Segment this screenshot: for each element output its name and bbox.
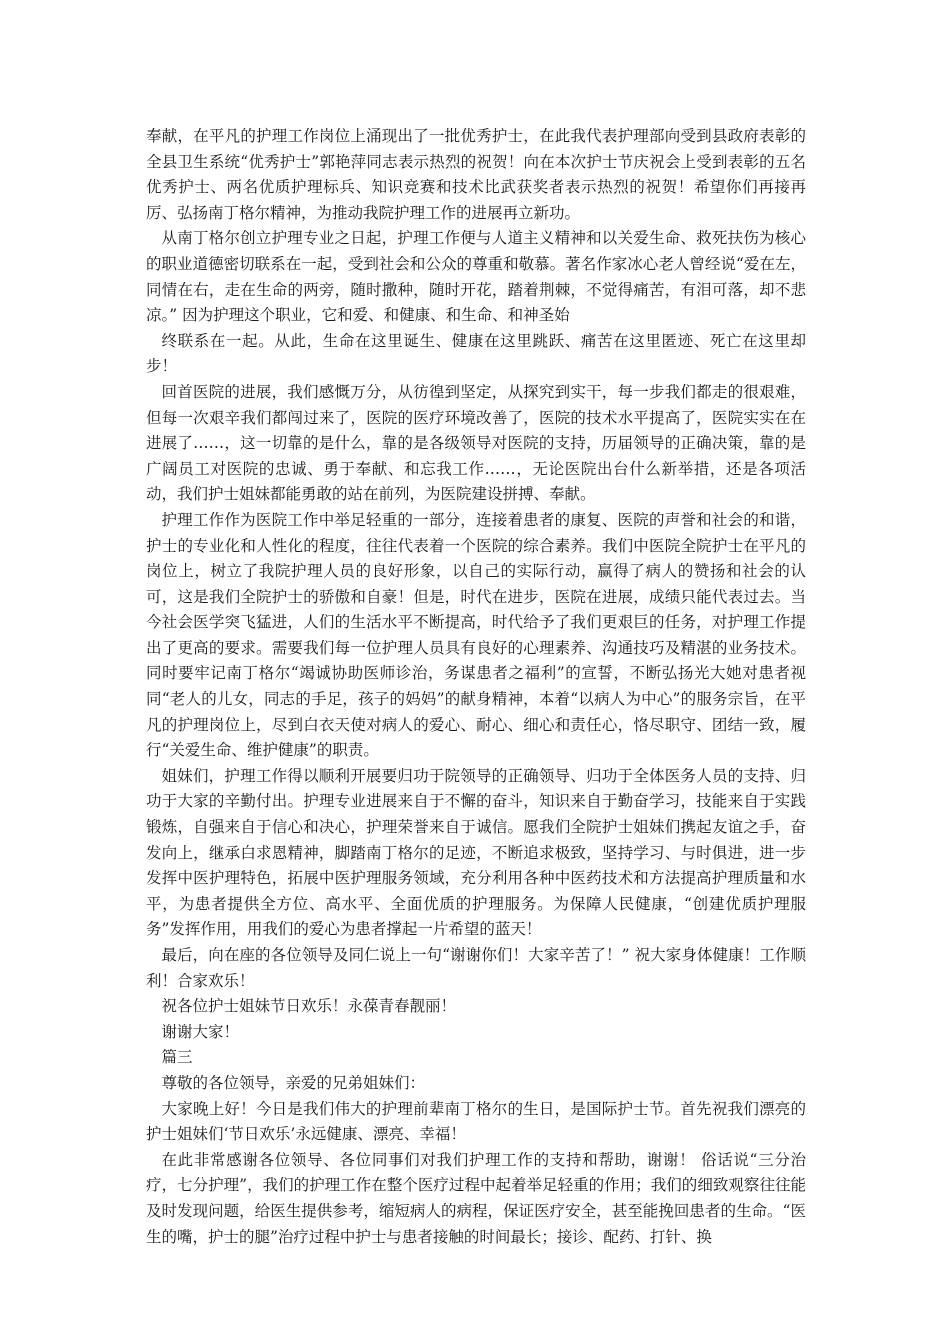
paragraph: 祝各位护士姐妹节日欢乐！永葆青春靓丽！ [161, 997, 457, 1016]
document-body [146, 124, 806, 1250]
paragraph: 奉献，在平凡的护理工作岗位上涌现出了一批优秀护士，在此我代表护理部向受到县政府表彰的全县卫生系统“优秀护士”郭艳萍同志表示热烈的祝贺！向在本次护士节庆祝会上受到表彰的五名优秀护士、两名优质护理标兵、知识竞赛和技术比武获奖者表示热烈的祝贺！希望你们再接再厉、弘扬南丁格尔精神，为推动我院护理工作的进展再立新功。 [146, 127, 806, 222]
paragraph: 最后，向在座的各位领导及同仁说上一句“谢谢你们！大家辛苦了！” 祝大家身体健康！工作顺利！合家欢乐！ [146, 946, 806, 990]
paragraph: 护理工作作为医院工作中举足轻重的一部分，连接着患者的康复、医院的声誉和社会的和谐，护士的专业化和人性化的程度，往往代表着一个医院的综合素养。我们中医院全院护士在平凡的岗位上，树立了我院护理人员的良好形象，以自己的实际行动，赢得了病人的赞扬和社会的认可，这是我们全院护士的骄傲和自豪！但是，时代在进步，医院在进展，成绩只能代表过去。当今社会医学突飞猛进，人们的生活水平不断提高，时代给予了我们更艰巨的任务，对护理工作提出了更高的要求。需要我们每一位护理人员具有良好的心理素养、沟通技巧及精湛的业务技术。同时要牢记南丁格尔“竭诚协助医师诊治，务谋患者之福利”的宣誓，不断弘扬光大她对患者视同“老人的儿女，同志的手足，孩子的妈妈”的献身精神，本着“以病人为中心”的服务宗旨，在平凡的护理岗位上，尽到白衣天使对病人的爱心、耐心、细心和责任心，恪尽职守、团结一致，履行“关爱生命、维护健康”的职责。 [146, 510, 806, 760]
paragraph: 姐妹们，护理工作得以顺利开展要归功于院领导的正确领导、归功于全体医务人员的支持、归功于大家的辛勤付出。护理专业进展来自于不懈的奋斗，知识来自于勤奋学习，技能来自于实践锻炼，自强来自于信心和决心，护理荣誉来自于诚信。愿我们全院护士姐妹们携起友谊之手，奋发向上，继承白求恩精神，脚踏南丁格尔的足迹，不断追求极致，坚持学习、与时俱进，进一步发挥中医护理特色，拓展中医护理服务领域，充分利用各种中医药技术和方法提高护理质量和水平，为患者提供全方位、高水平、全面优质的护理服务。为保障人民健康，“创建优质护理服务”发挥作用，用我们的爱心为患者撑起一片希望的蓝天！ [146, 766, 806, 939]
paragraph: 从南丁格尔创立护理专业之日起，护理工作便与人道主义精神和以关爱生命、救死扶伤为核心的职业道德密切联系在一起，受到社会和公众的尊重和敬慕。著名作家冰心老人曾经说“爱在左，同情在右，走在生命的两旁，随时撒种，随时开花，踏着荆棘，不觉得痛苦，有泪可落，却不悲凉。” 因为护理这个职业，它和爱、和健康、和生命、和神圣始 [146, 229, 806, 325]
paragraph: 大家晚上好！今日是我们伟大的护理前辈南丁格尔的生日，是国际护士节。首先祝我们漂亮的护士姐妹们‘节日欢乐’永远健康、漂亮、幸福！ [146, 1099, 806, 1144]
paragraph: 回首医院的进展，我们感慨万分，从彷徨到坚定，从探究到实干，每一步我们都走的很艰难，但每一次艰辛我们都闯过来了，医院的医疗环境改善了，医院的技术水平提高了，医院实实在在进展了……，这一切靠的是什么，靠的是各级领导对医院的支持，历届领导的正确决策，靠的是广阔员工对医院的忠诚、勇于奉献、和忘我工作……，无论医院出台什么新举措，还是各项活动，我们护士姐妹都能勇敢的站在前列，为医院建设拼搏、奉献。 [146, 382, 806, 504]
paragraph: 终联系在一起。从此，生命在这里诞生、健康在这里跳跃、痛苦在这里匿迹、死亡在这里却步！ [146, 331, 806, 376]
paragraph: 在此非常感谢各位领导、各位同事们对我们护理工作的支持和帮助，谢谢！ 俗话说“三分治疗，七分护理”，我们的护理工作在整个医疗过程中起着举足轻重的作用；我们的细致观察往往能及时发现问题，给医生提供参考，缩短病人的病程，保证医疗安全，甚至能挽回患者的生命。“医生的嘴，护士的腿”治疗过程中护士与患者接触的时间最长；接诊、配药、打针、换 [146, 1150, 806, 1246]
paragraph: 谢谢大家！ [161, 1022, 240, 1041]
section-heading: 篇三 [161, 1048, 193, 1067]
salutation: 尊敬的各位领导，亲爱的兄弟姐妹们： [161, 1073, 426, 1092]
